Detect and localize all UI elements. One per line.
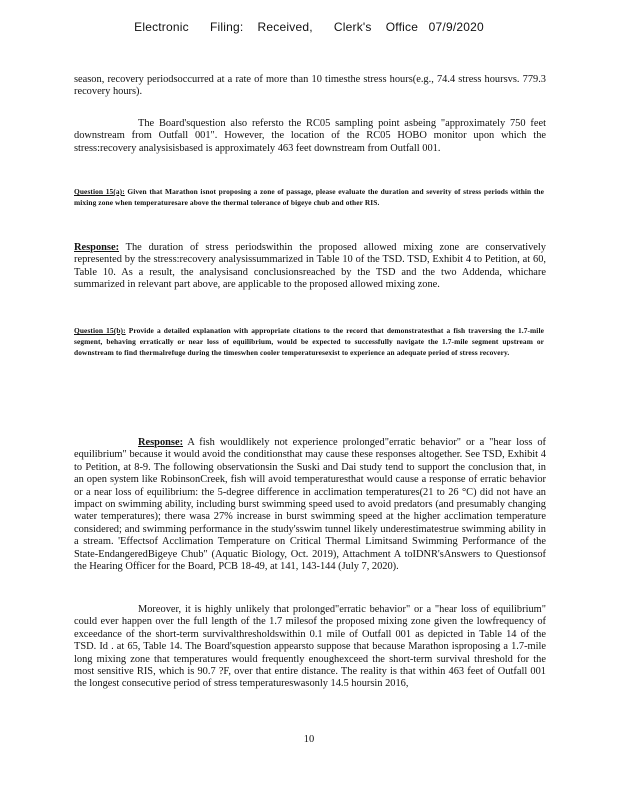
paragraph-season-text: season, recovery periodsoccurred at a rate of more than 10 timesthe stress hours(e.g., 74.4 stress hoursvs. 779.3 recovery hours). — [74, 74, 546, 98]
page-number: 10 — [303, 734, 315, 745]
response-15b — [74, 437, 546, 573]
question-15a — [74, 186, 544, 208]
question-15b-label: Question 15(b): — [74, 326, 126, 335]
response-15a-text: The duration of stress periodswithin the proposed allowed mixing zone are conservatively represented by the stress:recovery analysissummarized in Table 10 of the TSD. TSD, Exhibit 4 to Petition, at 60, Table 10. As a result, the analysisand conclusionsreached by the TSD and the two Addenda, whichare summarized in relevant part above, are applicable to the proposed allowed mixing zone. — [74, 242, 546, 291]
paragraph-season — [74, 74, 546, 99]
question-15b — [74, 325, 544, 359]
question-15b-text: Provide a detailed explanation with appropriate citations to the record that demonstratesthat a fish traversing the 1.7-mile segment, behaving erratically or near loss of equilibrium, would be expected to successfully navigate the 1.7-mile segment upstream or downstream to find thermalrefuge during the timeswhen cooler temperaturesexist to experience an adequate period of stress recovery. — [74, 326, 544, 358]
filing-header: Electronic Filing: Received, Clerk's Office 07/9/2020 — [134, 20, 484, 34]
question-15a-text: Given that Marathon isnot proposing a zone of passage, please evaluate the duration and severity of stress periods within the mixing zone when temperaturesare above the thermal tolerance of bigeye chub and other RIS. — [74, 187, 544, 208]
paragraph-board-question-text: The Board'squestion also refersto the RC05 sampling point asbeing "approximately 750 feet downstream from Outfall 001". However, the location of the RC05 HOBO monitor upon which the stress:recovery analysisisbased is approximately 463 feet downstream from Outfall 001. — [74, 118, 546, 154]
question-15a-label: Question 15(a): — [74, 187, 125, 196]
response-15a-label: Response: — [74, 242, 120, 253]
paragraph-board-question — [74, 118, 546, 155]
paragraph-moreover-text: Moreover, it is highly unlikely that prolonged"erratic behavior" or a "hear loss of equilibrium" could ever happen over the full length of the 1.7 milesof the proposed mixing zone given the lowfrequency of exceedance of the short-term survivalthresholdswithin 0.1 mile of Outfall 001 as depicted in Table 14 of the TSD. Id . at 65, Table 14. The Board'squestion appearsto suppose that because Marathon isproposing a 1.7-mile long mixing zone that temperatures would frequently enoughexceed the short-term survival threshold for the most sensitive RIS, which is 90.7 ?F, over that entire distance. The reality is that within 463 feet of Outfall 001 the longest consecutive period of stress temperatureswasonly 14.5 hoursin 2016, — [74, 604, 546, 690]
response-15b-label: Response: — [138, 437, 184, 448]
paragraph-moreover — [74, 604, 546, 691]
response-15a — [74, 242, 546, 292]
response-15b-text: A fish wouldlikely not experience prolonged"erratic behavior" or a "hear loss of equilibrium" because it would avoid the conditionsthat may cause these responses altogether. See TSD, Exhibit 4 to Petition, at 8-9. The following observationsin the Suski and Dai study tend to support the conclusion that, in an open system like RobinsonCreek, fish will avoid temperaturesthat would cause a response of erratic behavior or a near loss of equilibrium: the 5-degree difference in acclimation temperatures(21 to 26 °C) did not have an impact on swimming ability, including burst swimming speed used to avoid predators (and presumably changing water temperatures); there wasa 27% increase in burst swimming speed at the higher acclimation temperature considered; and swimming performance in the study'sswim tunnel likely underestimatestrue swimming ability in a stream. 'Effectsof Acclimation Temperature on Critical Thermal Limitsand Swimming Performance of the State-EndangeredBigeye Chub" (Aquatic Biology, Oct. 2019), Attachment A toIDNR'sAnswers to Questionsof the Hearing Officer for the Board, PCB 18-49, at 141, 143-144 (July 7, 2020). — [74, 437, 546, 573]
